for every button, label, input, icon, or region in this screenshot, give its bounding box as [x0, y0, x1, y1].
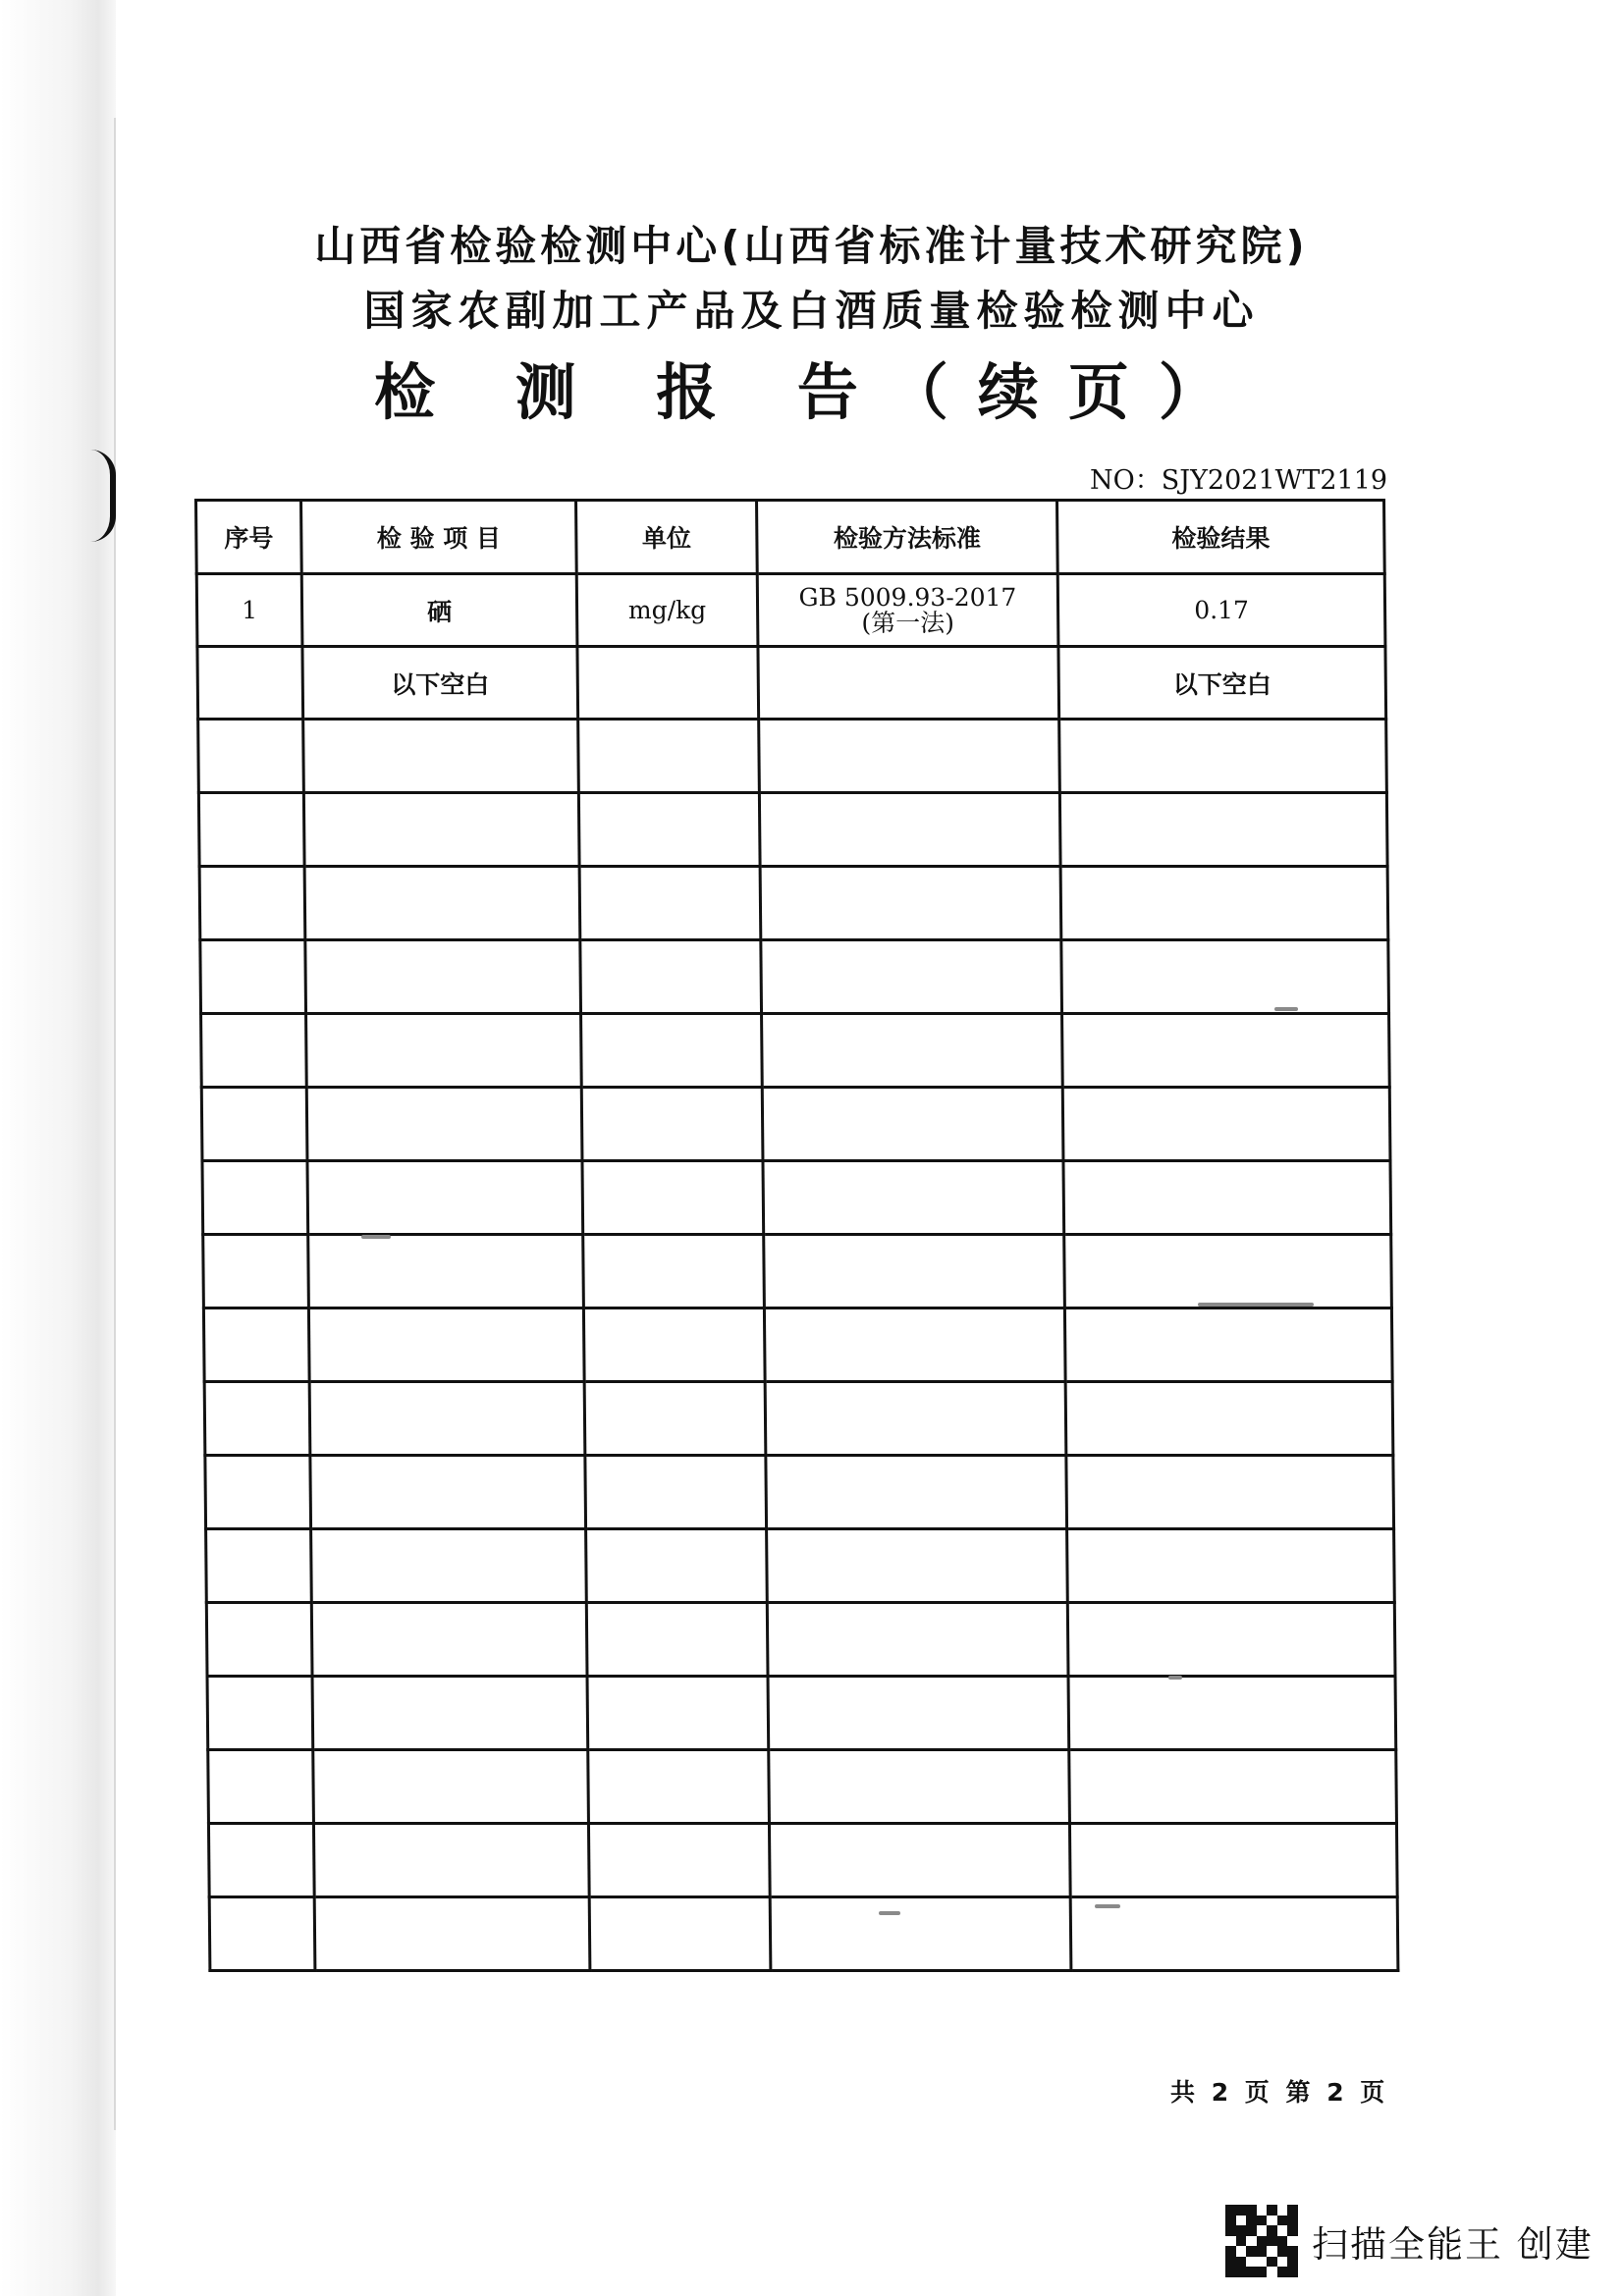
col-header-unit: 单位	[576, 501, 758, 574]
table-cell-empty	[198, 793, 304, 867]
table-cell-empty	[204, 1382, 310, 1456]
table-cell-empty	[762, 1014, 1063, 1088]
col-header-item: 检 验 项 目	[301, 501, 577, 574]
cell-index: 1	[196, 574, 302, 647]
document-title: 检 测 报 告（续页）	[374, 356, 1249, 428]
table-cell-empty	[769, 1750, 1070, 1824]
cell-result: 0.17	[1057, 574, 1385, 647]
table-cell-empty	[1068, 1677, 1396, 1750]
table-cell-empty	[202, 1161, 308, 1235]
table-cell-empty	[312, 1677, 588, 1750]
table-cell-empty	[1064, 1235, 1392, 1308]
table-cell-empty	[578, 720, 760, 793]
scanner-watermark	[1225, 2205, 1594, 2277]
table-cell-empty	[588, 1824, 770, 1897]
table-cell-empty	[583, 1235, 765, 1308]
table-row-empty	[198, 793, 1387, 867]
cell-method	[758, 647, 1059, 720]
table-cell-empty	[206, 1529, 312, 1603]
table-cell-empty	[579, 867, 761, 940]
table-cell-empty	[584, 1382, 766, 1456]
table-cell-empty	[209, 1897, 315, 1971]
scan-artifact	[1095, 1904, 1120, 1908]
col-header-method: 检验方法标准	[757, 501, 1058, 574]
table-row-empty	[204, 1382, 1393, 1456]
cell-unit	[577, 647, 759, 720]
table-cell-empty	[762, 1088, 1063, 1161]
table-cell-empty	[1067, 1529, 1395, 1603]
cell-method	[757, 574, 1058, 647]
table-cell-empty	[583, 1308, 765, 1382]
table-cell-empty	[1062, 1014, 1390, 1088]
cell-result: 以下空白	[1058, 647, 1386, 720]
cell-index	[197, 647, 303, 720]
table-cell-empty	[767, 1603, 1068, 1677]
table-cell-empty	[208, 1750, 314, 1824]
table-row-empty	[206, 1603, 1395, 1677]
scan-artifact	[361, 1235, 391, 1239]
table-cell-empty	[589, 1897, 771, 1971]
table-row-empty	[205, 1456, 1394, 1529]
scan-artifact	[879, 1911, 900, 1915]
table-cell-empty	[1059, 793, 1387, 867]
table-cell-empty	[588, 1750, 770, 1824]
table-row-empty	[200, 940, 1389, 1014]
cell-item: 以下空白	[302, 647, 578, 720]
table-cell-empty	[759, 720, 1060, 793]
organization-name: 山西省检验检测中心(山西省标准计量技术研究院)	[314, 222, 1309, 270]
table-row-empty	[202, 1161, 1391, 1235]
table-cell-empty	[313, 1824, 589, 1897]
table-row-empty	[208, 1750, 1397, 1824]
table-row-empty	[206, 1529, 1395, 1603]
table-cell-empty	[200, 940, 306, 1014]
table-cell-empty	[208, 1824, 314, 1897]
table-cell-empty	[1066, 1456, 1394, 1529]
table-cell-empty	[759, 793, 1060, 867]
table-row-empty	[203, 1308, 1392, 1382]
table-header-row	[196, 501, 1385, 574]
table-cell-empty	[1063, 1161, 1391, 1235]
table-cell-empty	[308, 1308, 584, 1382]
table-cell-empty	[768, 1677, 1069, 1750]
table-cell-empty	[766, 1456, 1067, 1529]
table-cell-empty	[304, 867, 580, 940]
table-row-empty	[203, 1235, 1392, 1308]
scanner-text: 扫描全能王 创建	[1312, 2223, 1594, 2266]
table-cell-empty	[1065, 1382, 1393, 1456]
table-cell-empty	[580, 940, 762, 1014]
table-cell-empty	[1062, 1088, 1390, 1161]
cell-item: 硒	[301, 574, 577, 647]
table-cell-empty	[581, 1088, 763, 1161]
table-cell-empty	[303, 793, 579, 867]
binding-mark	[90, 450, 116, 542]
col-header-result: 检验结果	[1057, 501, 1385, 574]
table-cell-empty	[1064, 1308, 1392, 1382]
table-cell-empty	[764, 1308, 1065, 1382]
table-cell-empty	[1059, 720, 1387, 793]
table-cell-empty	[581, 1014, 763, 1088]
scan-artifact	[1198, 1303, 1314, 1307]
table-cell-empty	[305, 940, 581, 1014]
table-row-empty	[201, 1014, 1390, 1088]
table-cell-empty	[767, 1529, 1068, 1603]
table-cell-empty	[769, 1824, 1070, 1897]
table-row-empty	[201, 1088, 1390, 1161]
table-cell-empty	[201, 1088, 307, 1161]
table-cell-empty	[764, 1235, 1065, 1308]
table-cell-empty	[587, 1677, 769, 1750]
table-cell-empty	[303, 720, 579, 793]
cell-unit: mg/kg	[576, 574, 758, 647]
table-cell-empty	[313, 1750, 589, 1824]
table-cell-empty	[765, 1382, 1066, 1456]
table-cell-empty	[761, 940, 1062, 1014]
table-cell-empty	[770, 1897, 1071, 1971]
table-cell-empty	[1069, 1750, 1397, 1824]
table-cell-empty	[310, 1456, 586, 1529]
table-cell-empty	[205, 1456, 311, 1529]
table-cell-empty	[306, 1088, 582, 1161]
table-cell-empty	[763, 1161, 1064, 1235]
table-cell-empty	[1069, 1824, 1397, 1897]
table-row-empty	[208, 1824, 1397, 1897]
table-cell-empty	[309, 1382, 585, 1456]
table-cell-empty	[578, 793, 760, 867]
report-number: NO：SJY2021WT2119	[1090, 465, 1388, 496]
table-cell-empty	[206, 1603, 312, 1677]
table-row	[196, 574, 1385, 647]
method-standard: GB 5009.93-2017	[798, 582, 1017, 612]
table-cell-empty	[582, 1161, 764, 1235]
table-cell-empty	[1067, 1603, 1395, 1677]
table-cell-empty	[1070, 1897, 1398, 1971]
table-row-empty	[199, 867, 1388, 940]
table-cell-empty	[199, 867, 305, 940]
table-cell-empty	[586, 1529, 768, 1603]
center-name: 国家农副加工产品及白酒质量检验检测中心	[363, 287, 1260, 335]
table-cell-empty	[201, 1014, 307, 1088]
scan-artifact	[1274, 1007, 1298, 1011]
method-variant: (第一法)	[861, 608, 955, 637]
table-cell-empty	[308, 1235, 584, 1308]
scan-artifact	[1168, 1676, 1182, 1680]
col-header-index: 序号	[196, 501, 302, 574]
table-cell-empty	[586, 1603, 768, 1677]
table-cell-empty	[207, 1677, 313, 1750]
qr-code-icon	[1225, 2205, 1298, 2277]
page-info: 共 2 页 第 2 页	[1170, 2078, 1385, 2107]
table-cell-empty	[314, 1897, 590, 1971]
table-row-empty	[198, 720, 1387, 793]
table-cell-empty	[311, 1529, 587, 1603]
table-row-empty	[207, 1677, 1396, 1750]
table-cell-empty	[760, 867, 1061, 940]
table-cell-empty	[203, 1308, 309, 1382]
table-cell-empty	[306, 1014, 582, 1088]
table-cell-empty	[1060, 867, 1388, 940]
table-cell-empty	[1061, 940, 1389, 1014]
table-cell-empty	[198, 720, 304, 793]
table-row	[197, 647, 1386, 720]
table-row-empty	[209, 1897, 1398, 1971]
table-cell-empty	[307, 1161, 583, 1235]
table-cell-empty	[585, 1456, 767, 1529]
table-cell-empty	[203, 1235, 309, 1308]
table-cell-empty	[311, 1603, 587, 1677]
